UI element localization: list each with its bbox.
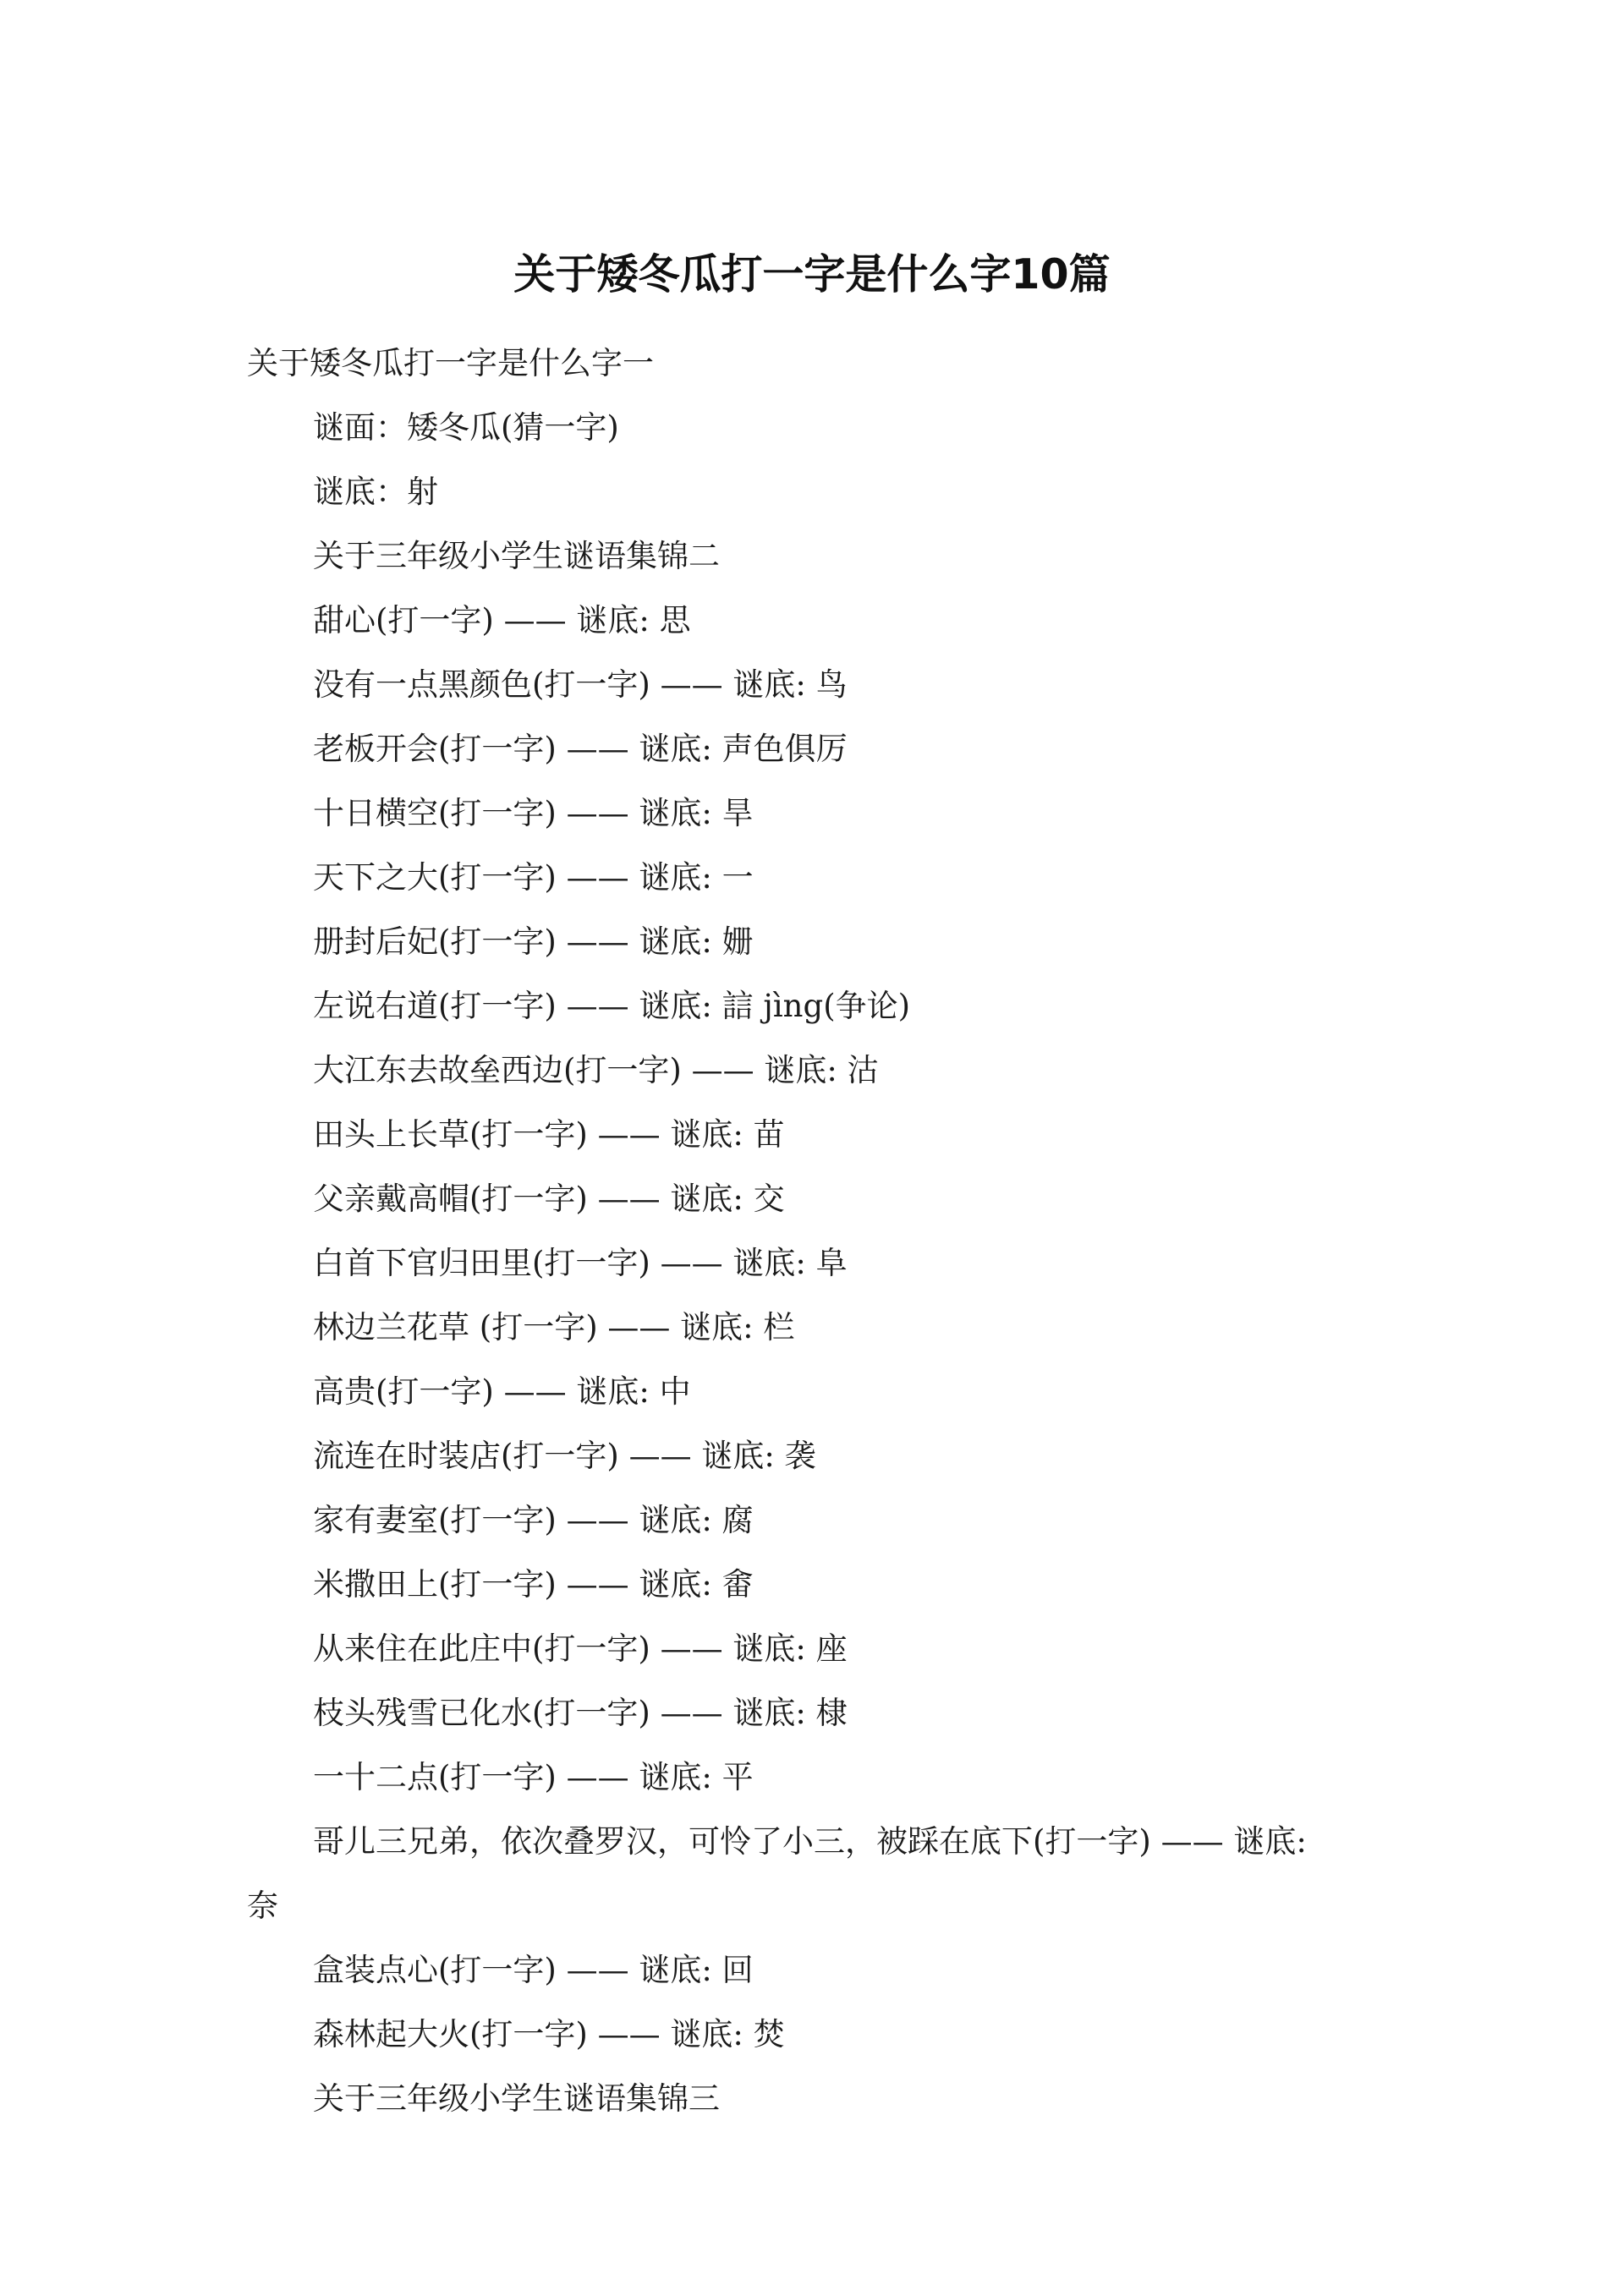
text-line: 关于三年级小学生谜语集锦二 [313, 538, 720, 574]
text-line: 没有一点黑颜色(打一字) —— 谜底: 鸟 [313, 666, 848, 703]
text-line: 十日横空(打一字) —— 谜底: 旱 [313, 795, 754, 831]
text-line: 谜底：射 [313, 474, 438, 510]
text-line: 流连在时装店(打一字) —— 谜底: 袭 [313, 1438, 816, 1474]
text-line: 枝头残雪已化水(打一字) —— 谜底: 棣 [313, 1695, 848, 1731]
text-line: 米撒田上(打一字) —— 谜底: 畬 [313, 1566, 754, 1603]
text-line: 左说右道(打一字) —— 谜底: 誩 jìng(争论) [313, 988, 911, 1024]
text-line: 高贵(打一字) —— 谜底: 中 [313, 1373, 691, 1410]
text-line: 从来住在此庄中(打一字) —— 谜底: 座 [313, 1630, 848, 1667]
text-line: 哥儿三兄弟，依次叠罗汉，可怜了小三，被踩在底下(打一字) —— 谜底: [313, 1823, 1307, 1860]
text-line: 谜面：矮冬瓜(猜一字) [313, 409, 619, 446]
text-line: 家有妻室(打一字) —— 谜底: 腐 [313, 1502, 754, 1538]
text-line: 老板开会(打一字) —— 谜底: 声色俱厉 [313, 731, 848, 767]
text-line: 田头上长草(打一字) —— 谜底: 苗 [313, 1116, 785, 1153]
text-line: 森林起大火(打一字) —— 谜底: 焚 [313, 2016, 785, 2052]
text-line: 一十二点(打一字) —— 谜底: 平 [313, 1759, 754, 1795]
text-line: 关于三年级小学生谜语集锦三 [313, 2080, 720, 2117]
text-line: 册封后妃(打一字) —— 谜底: 姗 [313, 923, 754, 960]
document-title: 关于矮冬瓜打一字是什么字10篇 [513, 250, 1111, 299]
text-line: 父亲戴高帽(打一字) —— 谜底: 交 [313, 1181, 785, 1217]
document-body [247, 332, 1389, 2131]
text-line: 奈 [247, 1888, 278, 1924]
text-line: 白首下官归田里(打一字) —— 谜底: 阜 [313, 1245, 848, 1281]
text-line: 甜心(打一字) —— 谜底: 思 [313, 602, 691, 638]
text-line: 大江东去故垒西边(打一字) —— 谜底: 沽 [313, 1052, 879, 1088]
text-line: 林边兰花草 (打一字) —— 谜底: 栏 [313, 1309, 795, 1345]
text-line: 关于矮冬瓜打一字是什么字一 [247, 345, 654, 381]
text-line: 盒装点心(打一字) —— 谜底: 回 [313, 1952, 754, 1988]
text-line: 天下之大(打一字) —— 谜底: 一 [313, 859, 754, 896]
